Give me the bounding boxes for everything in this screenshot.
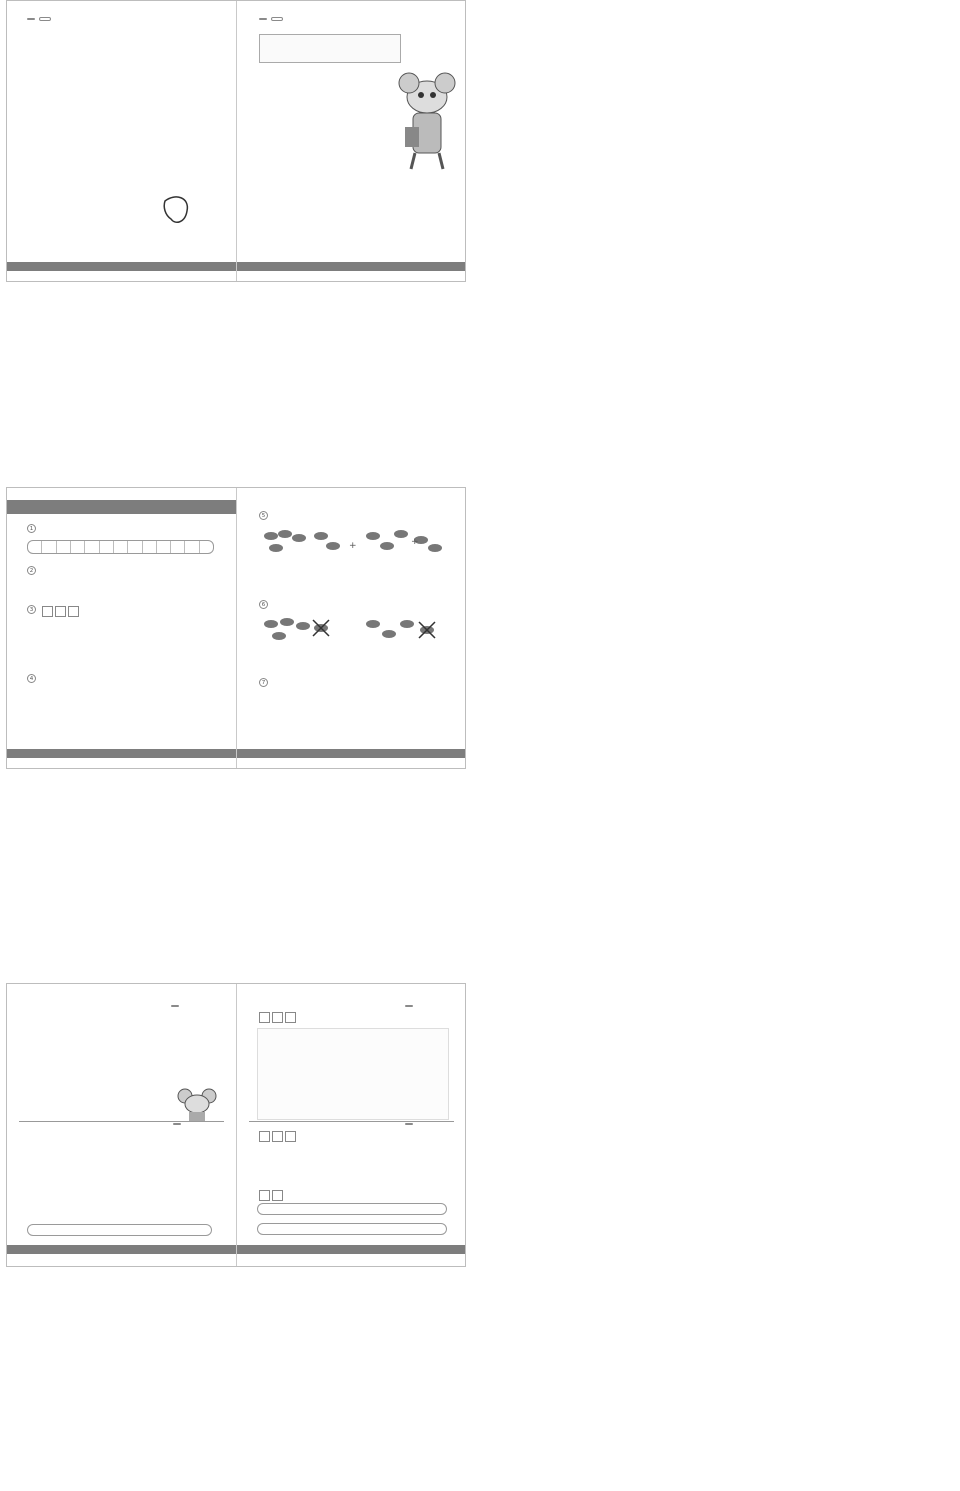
info-box [259, 34, 401, 63]
crossed-coins-illustration [261, 614, 451, 648]
goal-badge [27, 17, 51, 21]
spread-pages-8-9 [6, 0, 466, 282]
question [257, 1131, 296, 1144]
page-9 [237, 1, 465, 281]
challenge-tag [173, 1123, 181, 1125]
repetition-tag [405, 1005, 413, 1007]
question-3 [40, 606, 79, 619]
page-20 [7, 984, 236, 1266]
goal-badge [259, 17, 283, 21]
coins-illustration [261, 526, 451, 562]
repetition-tag [171, 1005, 179, 1007]
challenge-tag [405, 1123, 413, 1125]
number-row [27, 540, 214, 554]
page-19: 5 + + 6 7 [237, 488, 465, 768]
page-21 [237, 984, 465, 1266]
page-18: 1 2 3 4 [7, 488, 236, 768]
spread-pages-20-21 [6, 983, 466, 1267]
mouse-illustration [395, 65, 459, 173]
question [257, 1012, 296, 1025]
mouse-illustration [173, 1086, 223, 1122]
spread-pages-18-19 [6, 487, 466, 769]
dot-to-dot-picture [25, 173, 230, 251]
svg-text:+: + [349, 541, 357, 551]
question [257, 1190, 283, 1203]
page-8 [7, 1, 236, 281]
svg-text:+: + [411, 537, 419, 547]
